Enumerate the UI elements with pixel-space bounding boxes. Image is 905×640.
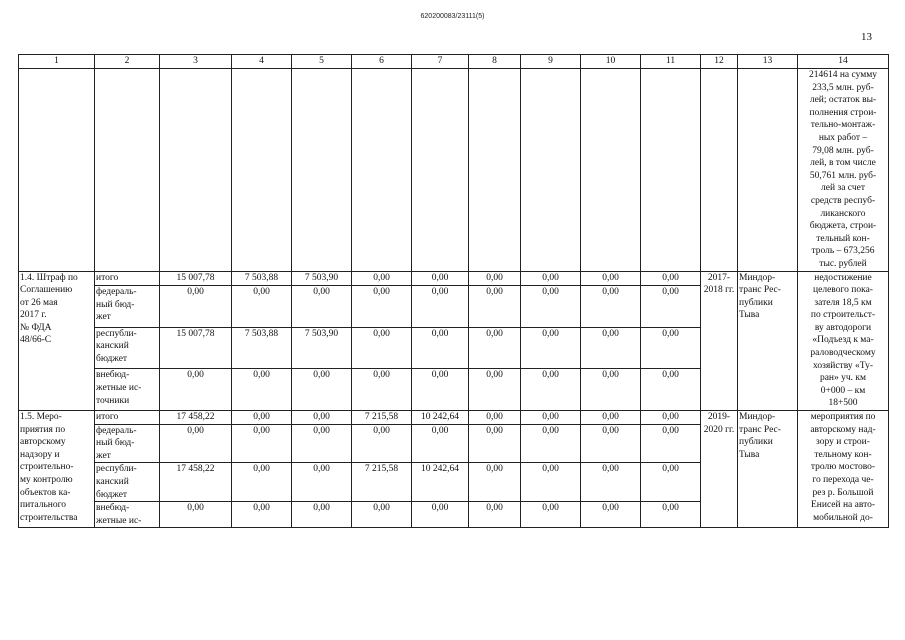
column-header-7: 7 <box>412 55 469 69</box>
text-line: публики <box>739 297 773 308</box>
result-cell <box>798 271 889 411</box>
value-cell: 0,00 <box>412 286 469 328</box>
value-cell: 0,00 <box>469 369 521 411</box>
empty-cell <box>641 69 701 272</box>
text-line: авторскому <box>20 437 66 448</box>
column-header-9: 9 <box>521 55 581 69</box>
table-row <box>19 271 889 286</box>
document-code: 620200083/23111(5) <box>420 13 485 20</box>
value-cell: 0,00 <box>352 369 412 411</box>
value-cell: 7 503,88 <box>232 327 292 369</box>
text-line: тельный кон- <box>816 233 870 244</box>
funding-source <box>95 463 160 502</box>
text-line: бюджет <box>96 353 128 364</box>
text-line: 2020 гг. <box>703 424 735 435</box>
period-cell <box>701 411 738 528</box>
value-cell: 0,00 <box>521 369 581 411</box>
text-line: питального <box>20 500 67 511</box>
result-cell <box>798 411 889 528</box>
text-line: транс Рес- <box>739 285 781 296</box>
value-cell: 0,00 <box>412 424 469 463</box>
empty-cell <box>232 69 292 272</box>
text-line: по строительст- <box>810 310 876 321</box>
text-line: 18+500 <box>828 398 858 409</box>
value-cell: 0,00 <box>641 327 701 369</box>
column-header-10: 10 <box>581 55 641 69</box>
value-cell: 0,00 <box>352 271 412 286</box>
value-cell: 0,00 <box>292 424 352 463</box>
value-cell: 0,00 <box>352 424 412 463</box>
text-line: мобильной до- <box>813 512 873 523</box>
funding-source <box>95 327 160 369</box>
value-cell: 0,00 <box>641 271 701 286</box>
text-line: Миндор- <box>739 272 776 283</box>
value-cell: 0,00 <box>292 286 352 328</box>
text-line: зору и строи- <box>816 437 870 448</box>
empty-cell <box>95 69 160 272</box>
value-cell: 15 007,78 <box>160 327 232 369</box>
value-cell: 0,00 <box>352 502 412 528</box>
text-line: Тыва <box>739 310 760 321</box>
text-line: Тыва <box>739 449 760 460</box>
text-line: республи- <box>96 464 137 475</box>
value-cell: 0,00 <box>232 424 292 463</box>
value-cell: 7 503,88 <box>232 271 292 286</box>
text-line: жет <box>96 312 111 323</box>
executor-cell <box>738 271 798 411</box>
value-cell: 0,00 <box>521 411 581 425</box>
text-line: Енисей на авто- <box>810 500 876 511</box>
text-line: лей за счет <box>821 183 865 194</box>
value-cell: 0,00 <box>292 369 352 411</box>
text-line: итого <box>96 412 119 423</box>
value-cell: 0,00 <box>581 327 641 369</box>
value-cell: 0,00 <box>581 369 641 411</box>
value-cell: 0,00 <box>469 411 521 425</box>
empty-cell <box>352 69 412 272</box>
text-line: от 26 мая <box>20 297 58 308</box>
value-cell: 0,00 <box>160 286 232 328</box>
text-line: 214614 на сумму <box>808 70 878 80</box>
value-cell: 0,00 <box>352 327 412 369</box>
text-line: лей; остаток вы- <box>809 95 877 106</box>
funding-source <box>95 369 160 411</box>
text-line: 48/66-С <box>20 335 52 346</box>
value-cell: 0,00 <box>641 424 701 463</box>
column-header-12: 12 <box>701 55 738 69</box>
value-cell: 0,00 <box>581 502 641 528</box>
value-cell: 0,00 <box>641 411 701 425</box>
text-line: внебюд- <box>96 503 130 514</box>
text-line: республи- <box>96 328 137 339</box>
value-cell: 7 503,90 <box>292 271 352 286</box>
text-line: Соглашению <box>20 285 73 296</box>
text-line: 2019- <box>707 412 731 423</box>
carry-over-row <box>19 69 889 272</box>
value-cell: 0,00 <box>412 271 469 286</box>
funding-source <box>95 502 160 528</box>
period-cell <box>701 271 738 411</box>
value-cell: 0,00 <box>521 327 581 369</box>
empty-cell <box>581 69 641 272</box>
column-header-2: 2 <box>95 55 160 69</box>
funding-source <box>95 411 160 425</box>
text-line: 50,761 млн. руб- <box>809 170 877 181</box>
funding-source <box>95 271 160 286</box>
text-line: строительно- <box>20 462 74 473</box>
value-cell: 7 503,90 <box>292 327 352 369</box>
text-line: итого <box>96 272 119 283</box>
value-cell: 0,00 <box>412 502 469 528</box>
text-line: ран» уч. км <box>819 373 867 384</box>
value-cell: 0,00 <box>469 463 521 502</box>
text-line: федераль- <box>96 287 137 298</box>
text-line: приятия по <box>20 424 66 435</box>
empty-cell <box>412 69 469 272</box>
column-header-14: 14 <box>798 55 889 69</box>
value-cell: 0,00 <box>292 411 352 425</box>
value-cell: 0,00 <box>469 502 521 528</box>
text-line: 2018 гг. <box>703 285 735 296</box>
column-header-5: 5 <box>292 55 352 69</box>
text-line: публики <box>739 437 773 448</box>
value-cell: 0,00 <box>641 502 701 528</box>
text-line: 2017- <box>707 272 731 283</box>
text-line: тельному кон- <box>814 449 872 460</box>
column-header-1: 1 <box>19 55 95 69</box>
section-title <box>19 411 95 528</box>
funding-source <box>95 286 160 328</box>
text-line: жетные ис- <box>96 382 142 393</box>
value-cell: 0,00 <box>160 502 232 528</box>
text-line: 0+000 – км <box>820 385 866 396</box>
text-line: бюджет <box>96 489 128 500</box>
value-cell: 0,00 <box>292 463 352 502</box>
value-cell: 15 007,78 <box>160 271 232 286</box>
text-line: ных работ – <box>818 132 868 143</box>
text-line: канский <box>96 477 129 487</box>
text-line: ликанского <box>820 208 866 219</box>
value-cell: 7 215,58 <box>352 463 412 502</box>
value-cell: 10 242,64 <box>412 411 469 425</box>
text-line: мероприятия по <box>810 412 876 423</box>
value-cell: 0,00 <box>581 411 641 425</box>
value-cell: 0,00 <box>521 424 581 463</box>
header-row <box>19 55 889 69</box>
value-cell: 0,00 <box>641 369 701 411</box>
value-cell: 0,00 <box>641 463 701 502</box>
value-cell: 0,00 <box>232 411 292 425</box>
text-line: «Подъезд к ма- <box>812 335 874 346</box>
text-line: 1.4. Штраф по <box>20 272 78 283</box>
value-cell: 0,00 <box>581 286 641 328</box>
empty-cell <box>469 69 521 272</box>
carry-over-note <box>798 69 889 272</box>
text-line: жет <box>96 450 111 461</box>
text-line: ный бюд- <box>96 438 135 449</box>
value-cell: 0,00 <box>521 502 581 528</box>
column-header-6: 6 <box>352 55 412 69</box>
text-line: жетные ис- <box>96 515 142 526</box>
text-line: канский <box>96 341 129 352</box>
value-cell: 0,00 <box>412 327 469 369</box>
executor-cell <box>738 411 798 528</box>
text-line: тельно-монтаж- <box>810 120 876 131</box>
value-cell: 0,00 <box>581 271 641 286</box>
text-line: троль – 673,256 <box>811 246 875 257</box>
value-cell: 0,00 <box>469 424 521 463</box>
text-line: му контролю <box>20 475 73 485</box>
text-line: надзору и <box>20 449 60 460</box>
text-line: 233,5 млн. руб- <box>812 82 874 93</box>
funding-source <box>95 424 160 463</box>
value-cell: 0,00 <box>581 424 641 463</box>
empty-cell <box>521 69 581 272</box>
value-cell: 0,00 <box>469 327 521 369</box>
text-line: хозяйству «Ту- <box>813 360 873 371</box>
page-number: 13 <box>861 31 872 43</box>
value-cell: 0,00 <box>581 463 641 502</box>
value-cell: 0,00 <box>232 286 292 328</box>
budget-table <box>18 54 889 528</box>
text-line: раловодческому <box>810 348 876 359</box>
value-cell: 0,00 <box>469 271 521 286</box>
text-line: авторскому над- <box>810 424 876 435</box>
text-line: рез р. Большой <box>812 487 874 498</box>
text-line: ный бюд- <box>96 299 135 310</box>
text-line: федераль- <box>96 425 137 436</box>
text-line: 1.5. Меро- <box>20 412 62 423</box>
value-cell: 17 458,22 <box>160 411 232 425</box>
column-header-13: 13 <box>738 55 798 69</box>
text-line: средств респуб- <box>810 195 876 206</box>
text-line: полнения строи- <box>809 107 877 118</box>
value-cell: 0,00 <box>160 369 232 411</box>
value-cell: 0,00 <box>521 271 581 286</box>
text-line: тыс. рублей <box>819 258 867 269</box>
text-line: 79,08 млн. руб- <box>812 145 874 156</box>
text-line: недостижение <box>814 272 872 283</box>
table-row <box>19 411 889 425</box>
text-line: ву автодороги <box>814 322 872 333</box>
text-line: го перехода че- <box>812 475 874 485</box>
text-line: Миндор- <box>739 412 776 423</box>
value-cell: 10 242,64 <box>412 463 469 502</box>
column-header-8: 8 <box>469 55 521 69</box>
text-line: 2017 г. <box>20 310 47 321</box>
value-cell: 0,00 <box>232 502 292 528</box>
text-line: строительства <box>20 512 78 523</box>
text-line: № ФДА <box>20 322 52 333</box>
empty-cell <box>292 69 352 272</box>
value-cell: 0,00 <box>469 286 521 328</box>
value-cell: 7 215,58 <box>352 411 412 425</box>
value-cell: 0,00 <box>232 463 292 502</box>
text-line: целевого пока- <box>813 285 873 296</box>
value-cell: 0,00 <box>641 286 701 328</box>
text-line: зателя 18,5 км <box>814 297 872 308</box>
value-cell: 0,00 <box>232 369 292 411</box>
column-header-3: 3 <box>160 55 232 69</box>
text-line: объектов ка- <box>20 487 71 498</box>
column-header-4: 4 <box>232 55 292 69</box>
value-cell: 0,00 <box>352 286 412 328</box>
text-line: транс Рес- <box>739 424 781 435</box>
text-line: бюджета, строи- <box>809 221 877 232</box>
value-cell: 0,00 <box>521 463 581 502</box>
text-line: внебюд- <box>96 370 130 381</box>
empty-cell <box>160 69 232 272</box>
section-title <box>19 271 95 411</box>
column-header-11: 11 <box>641 55 701 69</box>
value-cell: 0,00 <box>292 502 352 528</box>
empty-cell <box>701 69 738 272</box>
empty-cell <box>738 69 798 272</box>
value-cell: 17 458,22 <box>160 463 232 502</box>
text-line: лей, в том числе <box>810 158 876 169</box>
text-line: тролю мостово- <box>810 462 876 473</box>
value-cell: 0,00 <box>412 369 469 411</box>
empty-cell <box>19 69 95 272</box>
value-cell: 0,00 <box>160 424 232 463</box>
value-cell: 0,00 <box>521 286 581 328</box>
text-line: точники <box>96 395 130 406</box>
